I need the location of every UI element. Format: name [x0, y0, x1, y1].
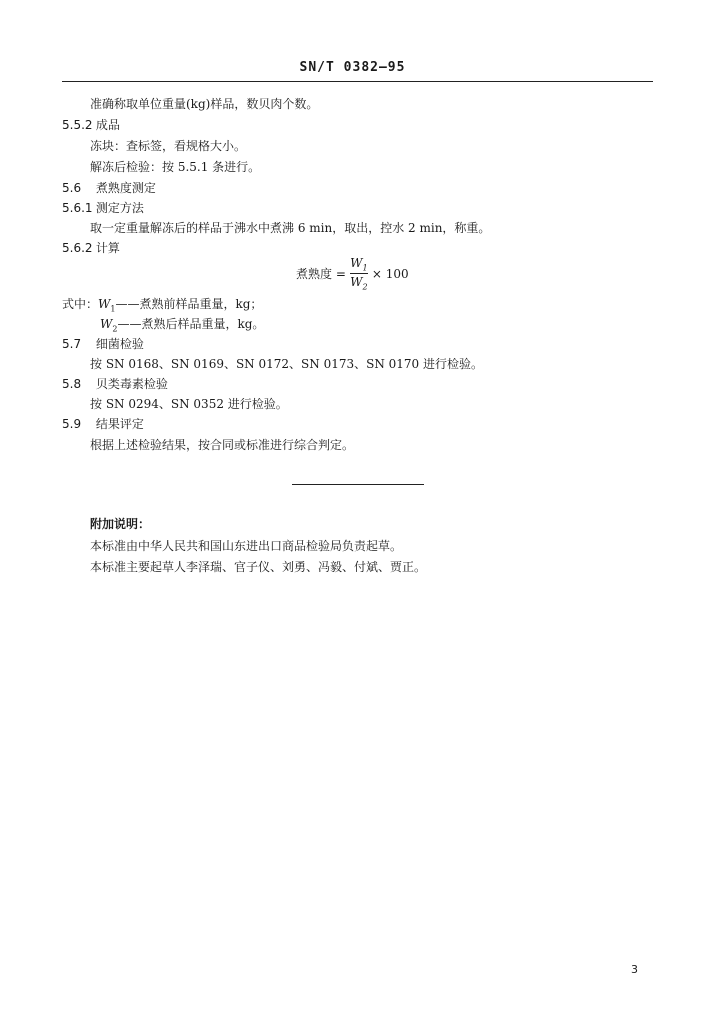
section-heading-5-6-2: [62, 240, 120, 256]
notes-line: 本标准由中华人民共和国山东进出口商品检验局负责起草。: [90, 539, 403, 553]
formula-lhs: 煮熟度 =: [296, 267, 346, 282]
header-rule: [62, 81, 653, 82]
section-number: 5.6: [62, 181, 82, 195]
section-number: 5.6.1: [62, 201, 93, 215]
section-heading-5-9: [62, 416, 144, 432]
paragraph-line: 按 SN 0168、SN 0169、SN 0172、SN 0173、SN 0170 进行检验。: [90, 357, 484, 371]
formula-numerator: $W_1$: [350, 256, 368, 273]
section-number: 5.7: [62, 337, 82, 351]
document-header-code: SN/T 0382—95: [299, 60, 406, 75]
section-heading-5-5-2: [62, 117, 120, 133]
section-heading-5-7: [62, 336, 144, 352]
section-title: 测定方法: [95, 201, 144, 215]
paragraph-line: 冻块：查标签，看规格大小。: [90, 139, 247, 153]
section-number: 5.9: [62, 417, 82, 431]
section-heading-5-6: [62, 180, 156, 196]
section-number: 5.6.2: [62, 241, 93, 255]
section-number: 5.8: [62, 377, 82, 391]
fraction-bar: [350, 273, 368, 274]
formula-denominator: $W_2$: [350, 275, 368, 292]
formula-fraction: [350, 256, 368, 292]
variable-definition-w1: 式中：$W_1——$煮熟前样品重量，kg；: [62, 297, 263, 314]
page-number: 3: [631, 963, 638, 976]
notes-title: 附加说明：: [90, 517, 151, 531]
end-rule: [292, 484, 424, 485]
section-heading-5-6-1: [62, 200, 144, 216]
formula-rhs: × 100: [371, 266, 409, 281]
section-title: 结果评定: [95, 417, 144, 431]
section-title: 计算: [95, 241, 120, 255]
section-title: 贝类毒素检验: [95, 377, 168, 391]
section-title: 细菌检验: [95, 337, 144, 351]
section-title: 成品: [95, 118, 120, 132]
paragraph-line: 解冻后检验：按 5.5.1 条进行。: [90, 160, 261, 174]
variable-definition-w2: $W_2——$煮熟后样品重量，kg。: [100, 317, 265, 334]
cooking-degree-formula: [296, 256, 409, 292]
paragraph-line: 取一定重量解冻后的样品于沸水中煮沸 6 min，取出，控水 2 min，称重。: [90, 221, 491, 235]
section-title: 煮熟度测定: [95, 181, 156, 195]
notes-line: 本标准主要起草人李泽瑞、官子仪、刘勇、冯毅、付斌、贾正。: [90, 560, 427, 574]
section-number: 5.5.2: [62, 118, 93, 132]
section-heading-5-8: [62, 376, 168, 392]
paragraph-line: 准确称取单位重量(kg)样品，数贝肉个数。: [90, 97, 319, 111]
paragraph-line: 根据上述检验结果，按合同或标准进行综合判定。: [90, 438, 355, 452]
paragraph-line: 按 SN 0294、SN 0352 进行检验。: [90, 397, 288, 411]
